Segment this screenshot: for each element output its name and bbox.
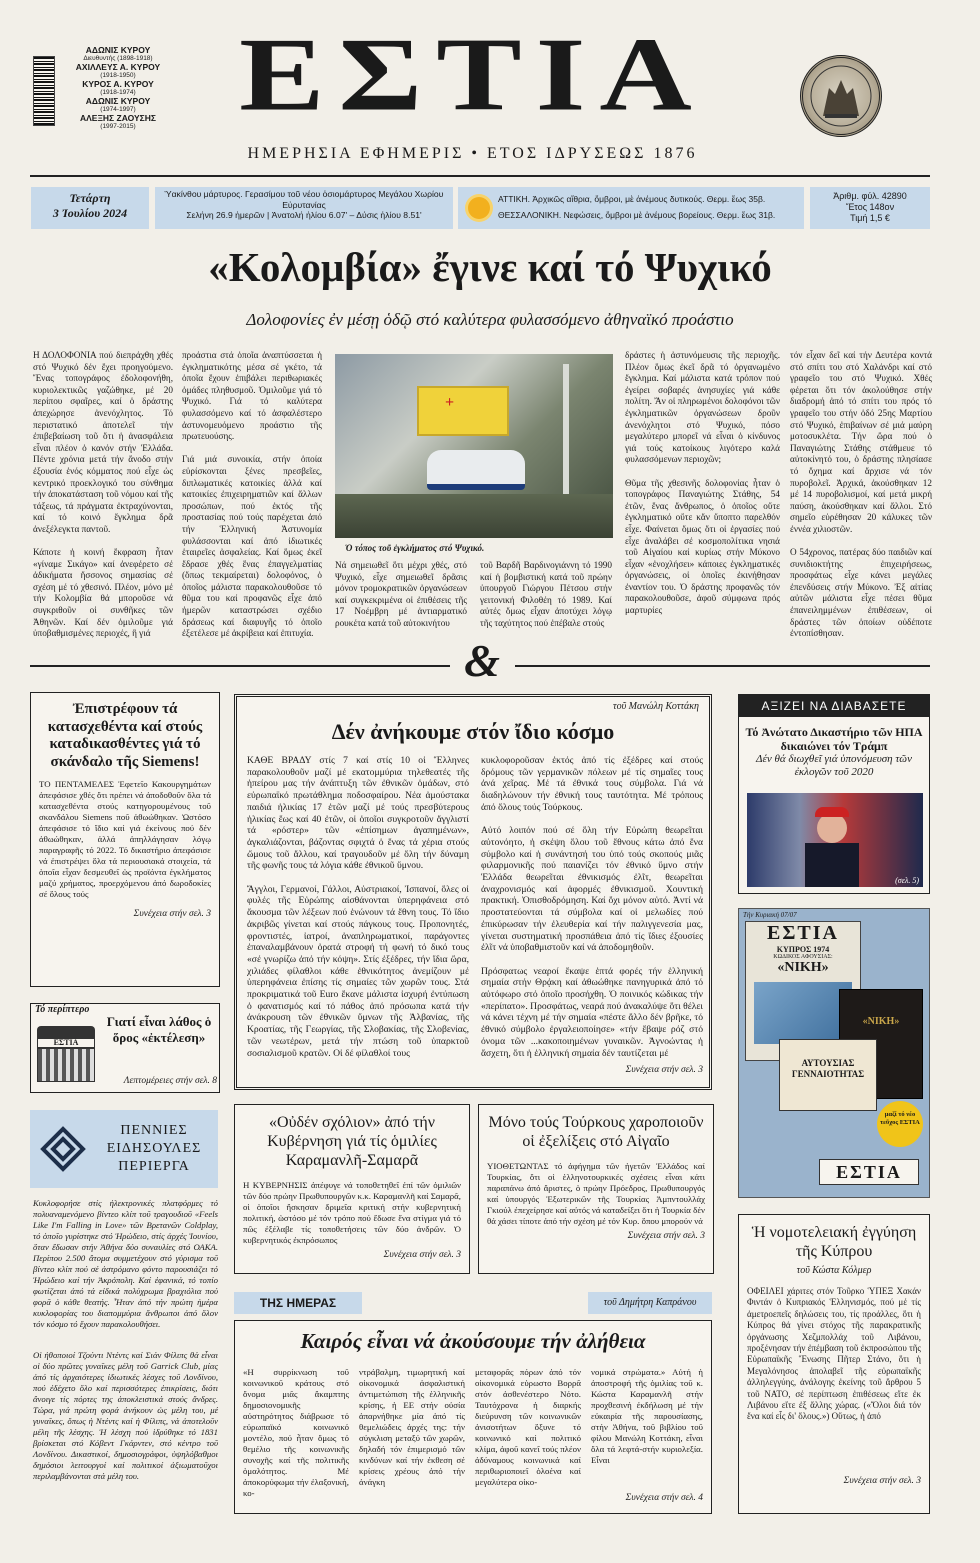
- siemens-body: ΤΟ ΠΕΝΤΑΜΕΛΕΣ Ἐφετεῖο Κακουργημάτων ἀπεφάσισε χθές ὅτι πρέπει νά ἀποδοθοῦν ὅλα τά κατασχεθέντα στούς κατηγορουμένους τοῦ σκανδάλου Siemens ποῦ ἀθωώθηκαν. Ὡστόσο ἀπεφάσισε τό ἴδιο καί γιά ἐκείνους πού δέν ἀθωώθηκαν, ἀλλά ἀπηλλάγησαν λόγῳ παραγραφῆς τό 2022. Τό δικαστήριο ἀπεφάσισε νά ἐπιστρέψει ὅλα τά περιουσιακά στοιχεία, τά ὁποῖα εἶχαν δεσμευθεῖ ὡς προϊόντα ἐγκλήματος μαζύ χρήματος, προερχόμενου ἀπό δωροδοκίες σέ ὅλους τούς: [39, 779, 211, 899]
- director-entry: ΑΧΙΛΛΕΥΣ Α. ΚΥΡΟΥ (1918-1950): [75, 62, 161, 79]
- siemens-headline: Ἐπιστρέφουν τά κατασχεθέντα καί στούς καταδικασθέντες γιά τό σκάνδαλο τῆς Siemens!: [47, 701, 203, 770]
- lead-column-5: δράστες ἡ ἀστυνόμευσις τῆς περιοχῆς. Πλέον ὅμως ἐκεῖ δρᾶ τό ὀργανωμένο ἔγκλημα. Καί μάλιστα κατά τρόπον πού ἐγείρει σοβαρές ἀνησυχίες γιά κάθε πολίτη. Ἄν οἱ πληρωμένοι δολοφόνοι τῶν ἐγκληματικῶν ὀργανώσεων δροῦν ἀνενόχλητοι στό Ψυχικό, πόσο μεγαλύτερο μπορεῖ νά εἶναι ὁ κίνδυνος γιά τούς κατοίκους λιγότερο καλά φυλασσόμενων περιοχῶν; Θῦμα τῆς χθεσινῆς δολοφονίας ἦταν ὁ τοπογράφος Παναγιώτης Στάθης, 54 ἐτῶν, ἕνας ἄνθρωπος, ὁ ὁποῖος οὔτε ἐγκληματικό οὔτε κἄν ὕποπτο παρελθόν εἶχε. Φαίνεται ὅμως ὅτι οἱ ἐργασίες πού εἶχε ἀναλάβει σέ κοσμοπολίτικα νησιά τοῦ Αἰγαίου καί κυρίως στήν Μύκονο εἶχαν «ἐνοχλήσει» κάποιες ἐγκληματικές ὀργανώσεις, οἱ ὁποῖες ἐκινήθησαν ἐναντίον του. Ὁ δράστης προφανῶς τόν παρακολουθοῦσε, ἀφοῦ σύμφωνα πρός μαρτυρίες: [625, 350, 780, 616]
- promo-book-light: ΑΥΤΟΥΣΙΑΣ ΓΕΝΝΑΙΟΤΗΤΑΣ: [779, 1039, 877, 1111]
- photo-page-ref: (σελ. 5): [895, 876, 919, 885]
- feature-continue: Συνέχεια στήν σελ. 3: [625, 1065, 703, 1075]
- feature-column-1: ΚΑΘΕ ΒΡΑΔΥ στίς 7 καί στίς 10 οἱ Ἕλληνες παρακολουθοῦν μαζί μέ εκατομμύρια τηλεθεατές τῆς ἠπείρου μας τήν ἀνάπτυξη τῶν ἐθνικῶν ὁμάδων, στό εὐρωπαϊκό πρωτάθλημα ποδοσφαίρου. Νέα ἀμούστακα παιδιά ἡλικίας 17 ἐτῶν μαζί μέ τούς πρεσβύτερους ἡλικίας ἕως καί 40 ἐτῶν, οἱ ὁποῖοι συγκροτοῦν ἄγγλιστί τά «ρόστερ» τῶν «ἐπίσημων ἀγαπημένων», ἀγκαλιάζονται, βάζοντας σφιχτά ὁ ἕνας τά χέρια στούς ὤμους τοῦ ἄλλου, καί τραγουδοῦν μέ ὅλη τήν δύναμη τῆς φωνῆς τους τά λόγια κάθε ἐθνικοῦ ὕμνου. Ἄγγλοι, Γερμανοί, Γάλλοι, Αὐστριακοί, Ἰσπανοί, ὅλες οἱ φυλές τῆς Εὐρώπης αἰσθάνονται ὑπερηφάνεια στό ἄκουσμα τῶν λέξεων πού ἑνώνουν τά ἔθνη τους. Τό ἴδιο ἀκριβῶς γίνεται καί στούς πάγκους τους. Προπονητές, φροντιστές, ἰατροί, ἀναπληρωματικοί, παράγοντες ἐπαναλαμβάνουν ὀρατά στροφή τή φωνή τό δικό τους «σέ γνωρίζω ἀπό τήν κόψη». Στίς ἐξέδρες, τήν ἴδια ὥρα, χιλιάδες φίλαθλοι κάθε ἐθνικότητος ἀνεμίζουν μέ ὑπερηφάνεια ἐπίσης τίς σημαίες τῶν χωρῶν τους. Στά προκριματικά τοῦ Euro ἔκανε μάλιστα ἰσχυρή ἐντύπωση ὁ φανατισμός καί τό πάθος ἀπό πρόσωπα κατά τήν ἀνάκρουση τῶν ἐθνικῶν ὕμνων τῆς Ἀλβανίας, τῆς Κροατίας, τῆς Γεωργίας, τῆς Σλοβακίας, τῆς Σλοβενίας, τῶν νεωτέρων, μετά τήν πτώση τοῦ ὑπαρκτοῦ σοσιαλισμοῦ κρατῶν. Οἱ δέ φίλαθλοί τους: [247, 755, 469, 1059]
- must-read-box: [738, 694, 930, 894]
- knot-icon: [38, 1124, 88, 1174]
- day-column-4: νομικά στρώματα.» Αὐτή ἡ ἀποστροφή τῆς ὁμιλίας τοῦ κ. Κώστα Καραμανλῆ στήν προχθεσινή ἐκδήλωση μέ τήν εὐκαιρία τῆς παρουσίασης, στήν Ἀθήνα, τοῦ βιβλίου τοῦ φίλου Μανώλη Κοττάκη, εἶναι ὅλα τά λεφτά-στήν κυριολεξία. Εἶναι: [591, 1367, 703, 1465]
- government-headline: «Οὐδέν σχόλιον» ἀπό τήν Κυβέρνηση γιά τίς ὁμιλίες Καραμανλῆ-Σαμαρᾶ: [267, 1114, 437, 1169]
- day-section-byline: τοῦ Δημήτρη Καπράνου: [588, 1292, 712, 1314]
- gossip-title: ΠΕΝΝΙΕΣ ΕΙΔΗΣΟΥΛΕΣ ΠΕΡΙΕΡΓΑ: [106, 1123, 202, 1174]
- day-column-2: ντράβαλμη, τιμωρητική καί οἰκονομικά ἀσφαλιστική ἀντιμετώπιση τῆς ἑλληνικῆς κρίσης, ἡ ΕΕ στήν οὐσία ἀπαρνήθηκε μία ἀπό τίς θεμελιώδεις ἀρχές της: τήν σύγκλιση μεταξύ τῶν χωρῶν, δηλαδή τόν ἐπιμερισμό τῶν κινδύνων καί τήν ἐκθεση σέ κρίσεις χρέους ἀπό τήν ἀνάγκη: [359, 1367, 465, 1487]
- cyprus-body: ΟΦΕΙΛΕΙ χάριτες στόν Τοῦρκο ὙΠΕΞ Χακάν Φιντάν ὁ Κυπριακός Ἑλληνισμός, πού μέ τίς ἀμετροεπεῖς δηλώσεις του, τίς προάλλες, ὅτι ἡ Κύπρος θά γίνει στόχος τῆς παρακρατικῆς ὀργάνωσης Χεζμπολλάχ τοῦ Λιβάνου, προξένησαν τήν ἐπέμβαση τοῦ ἐκπροσώπου τῆς Εὐρωπαϊκῆς Ἕνωσης Πῆτερ Στάνο, ὅτι ἡ Μεγαλόνησος ἀπολαβεῖ τῆς εὐρωπαϊκῆς ἀλληλεγγύης, ἀνάλογης ἐκείνης τοῦ ἄρθρου 5 τοῦ ΝΑΤΟ, σέ περίπτωση ἐπιθέσεως εἴτε ἐκ Λιβάνου εἴτε ἐξ ἄλλης χώρας. («Ὅλοι διά τόν ἕνα καί εἷς δι' ὅλους.») Οὕτως, ἡ ἀπό: [747, 1286, 921, 1422]
- aegean-body: ΥΙΟΘΕΤΩΝΤΑΣ τό ἀφήγημα τῶν ἡγετῶν Ἑλλάδος καί Τουρκίας, ὅτι οἱ ἑλληνοτουρκικές σχέσεις εἶναι κάτι παραπάνω ἀπό ἄριστες, ὁ πρώην Πρόεδρος, Πρωθυπουργός καί ὑπουργός Ἐξωτερικῶν τῆς Τουρκίας Ἀμπντουλλάχ Γκιούλ ἐπεχείρησε καί αὐτός νά καταδείξει ὅτι ἡ Τουρκία δέν θά χάσει τίποτε ἀπό τήν σχέση μέ τόν Κυρ. ὅπου μπορούν νά: [487, 1161, 705, 1226]
- promo-footer-logo: ΕΣΤΙΑ: [819, 1159, 919, 1185]
- kiosk-icon: ΕΣΤΙΑ: [37, 1026, 95, 1088]
- director-entry: ΑΛΕΞΗΣ ΖΑΟΥΣΗΣ (1997-2015): [79, 113, 157, 130]
- aegean-headline: Μόνο τούς Τούρκους χαροποιοῦν οἱ ἐξελίξεις στό Αἰγαῖο: [488, 1114, 704, 1150]
- police-car-image: [427, 450, 525, 490]
- feature-box: [234, 694, 712, 1090]
- must-read-headline: Τό Ἀνώτατο Δικαστήριο τῶν ΗΠΑ δικαιώνει τόν Τράμπ: [745, 725, 923, 753]
- promo-cover: ΕΣΤΙΑ ΚΥΠΡΟΣ 1974 ΚΩΔΙΚΟΣ ΑΦΟΥΣΙΑΣ: «ΝΙΚΗ»: [745, 921, 861, 1061]
- ambulance-image: [417, 386, 509, 436]
- lead-column-1: Η ΔΟΛΟΦΟΝΙΑ πού διεπράχθη χθές στό Ψυχικό δέν ἔχει προηγούμενο. Ἕνας τοπογράφος ἐδολοφονήθη, κυριολεκτικῶς γαζώθηκε, μέ 20 περίπου σφαῖρες, καί ὁ δράστης ἀπεχώρησε ἀνενόχλητος. Τό περιστατικό ἀποτελεῖ τήν ἐπιβεβαίωση τοῦ ὅτι ἡ ἀνασφάλεια εἶναι πλέον ὁ κανόν στήν Ἑλλάδα. Πέντε χρόνια μετά τήν ἄνοδο στήν ἐξουσία ἑνός κόμματος πού εἶχε ὡς κεντρικό προεκλογικό του σύνθημα τήν ἀποκατάσταση τοῦ νόμου καί τῆς τάξεως, τά πράγματα ἐκτραχύνονται, καί τό κοινό ἔγκλημα δρᾶ ἀνεξέλεγκτα παντοῦ. Κάποτε ἡ κοινή ἔκφραση ἦταν «γίναμε Σικάγο» καί ἀνεφέρετο σέ ἀδικήματα ἥσσονος σημασίας σέ σχέση μέ τό χθεσινό. Πλέον, μόνο μέ τήν Κολομβία θά μποροῦσε νά συγκριθοῦν οἱ συνθῆκες τῶν Ἀθηνῶν. Καί δέν ὁμιλοῦμε γιά ὑποβαθμισμένες περιοχές, ἢ γιά: [33, 350, 173, 639]
- cyprus-byline: τοῦ Κώστα Κόλμερ: [796, 1265, 872, 1276]
- must-read-subhead: Δέν θά διωχθεῖ γιά ὑπονόμευση τῶν ἐκλογῶν τοῦ 2020: [756, 753, 912, 778]
- government-box: [234, 1104, 470, 1274]
- day-section-box: [234, 1320, 712, 1514]
- promo-date: Τήν Κυριακή 07/07: [743, 911, 797, 919]
- saints-box: Ὑακίνθου μάρτυρος. Γερασίμου τοῦ νέου ὁσιομάρτυρος Μεγάλου Χωρίου Εὐρυτανίας Σελήνη 26.9 ἡμερῶν | Ἀνατολή ἡλίου 6.07' – Δύσις ἡλίου 8.51': [155, 187, 453, 229]
- government-continue: Συνέχεια στήν σελ. 3: [383, 1250, 461, 1260]
- day-section-headline: Καιρός εἶναι νά ἀκούσουμε τήν ἀλήθεια: [300, 1329, 646, 1353]
- section-divider-right: [515, 665, 930, 667]
- day-section-label: ΤΗΣ ΗΜΕΡΑΣ: [234, 1292, 362, 1314]
- siemens-box: [30, 692, 220, 987]
- masthead-title: ΕΣΤΙΑ: [239, 16, 706, 133]
- aegean-box: [478, 1104, 714, 1274]
- lead-column-6: τόν εἶχαν δεῖ καί τήν Δευτέρα κοντά στό σπίτι του στό Χαλάνδρι καί στό γραφεῖο του στό Ψυχικό. Χθές φέρεται ὅτι τόν ἀκολούθησε στήν διαδρομή ἀπό τό σπίτι του πρός τό γραφεῖο του στήν ὁδό 25ης Μαρτίου στό Ψυχικό, ἐπιβαίνων σέ μιά μαύρη μοτοσυκλέτα. Τήν ὥρα πού ὁ Παναγιώτης Στάθης στάθμευε τό αὐτοκίνητό του, ὁ δράστης πλησίασε τό ὄχημα καί ἄρχισε νά τόν πυροβολεῖ. Ἀρχικά, ἀκούσθηκαν 12 μέ 14 πυροβολισμοί, καί μετά μικρή παύση, ἀκούσθηκαν καί ἄλλοι. Στό σημεῖο εὑρέθησαν 20 κάλυκες τῶν ἐννέα χιλιοστῶν. Ο 54χρονος, πατέρας δύο παιδιῶν καί συνιδιοκτήτης ἐπιχειρήσεως, προσφάτως εἶχε κάνει μεγάλες ἐπενδύσεις στήν Μύκονο. Ἐξ αἰτίας αὐτῶν μάλιστα εἶχε πέσει θῦμα ἐπανειλημμένων ἐπιθέσεων, οἱ δράστες τῶν ὁποίων οὐδέποτε ἐντοπίσθησαν.: [790, 350, 932, 639]
- day-column-3: μεταφορᾶς πόρων ἀπό τόν οἰκονομικά εὐρωστο Βορρᾶ στόν ἀσθενέστερο Νότο. Ταυτόχρονα ἡ διαρκής διεύρυνση τῶν κοινωνικῶν ἀνισοτήτων ὅξυνε τό κοινωνικό καί πολιτικό κλίμα, ἀφοῦ κανεῖ τούς πλέον ἀδύναμους κοινωνικά καί περιθωριοποιεῖ ὁλοένα καί μεγαλύτερα οἰκο-: [475, 1367, 581, 1487]
- cyprus-continue: Συνέχεια στήν σελ. 3: [843, 1476, 921, 1486]
- promo-badge: μαζί τό νέο τεῦχος ΕΣΤΙΑ: [877, 1101, 923, 1147]
- kiosk-headline: Γιατί εἶναι λάθος ὁ ὅρος «ἐκτέλεση»: [106, 1014, 212, 1045]
- feature-column-2: κυκλοφοροῦσαν ἐκτός ἀπό τίς ἐξέδρες καί στούς δρόμους τῶν γερμανικῶν πόλεων μέ τίς σημαῖες τους ἀνά χεῖρας. Μέ τά ἐθνικά τους σύμβολα. Γιά νά διαδηλώνουν τήν ἐθνική τους ταυτότητα. Μέ τρόπους ἀπό ὅλους τούς Τούρκους. Αὐτό λοιπόν πού σέ ὅλη τήν Εὐρώπη θεωρεῖται αὐτονόητο, ἡ σκέψη ὅλου τοῦ ἔθνους κάτω ἀπό ἕνα σύμβολο καί ἡ συνάντησή του ὑπό τούς σκοπούς μιᾶς φιλαρμονικῆς πού παιανίζει τόν ἐθνικό ὕμνο στήν Ἑλλάδα θεωρεῖται ἐθνικισμός ἐλῖτ, θεωρεῖται ἀναχρονισμός καί ἀφορμές ἐθνικισμοῦ. Χουντική πρακτική. Ὀπισθοδρόμηση. Καί ὄχι μόνον αὐτό. Ἀντί νά προστατεύονται τά σύμβολα καί οἱ μελωδίες πού ἐπικύρωσαν τήν ἐλευθερία καί τήν παλιγγενεσία μας, γίνεται συστηματική προσπάθεια ἀπό τίς ἴδιες ἐξουσίες ἐλῖτ νά ὑποβαθμιστοῦν καί νά ἀποδομηθοῦν. Πρόσφατως νεαροί ἔκαψε ἑπτά φορές τήν ἑλληνική σημαία στήν Θρᾴκη καί ἀθωώθηκε πανηγυρικά ἀπό τό αὐτόφωρο στό ὁποῖο προσήχθη. Ὁ ποινικός κώδικας τήν «περίπατο». Προσφάτως, νεαρά πού ἀνακαλύψε ὅτι θέλει νά κάνει τέχνη μέ τήν σημαία «πέστε ἄλλο δέν βρῆκε, τό ἐθνικό σύμβολο ἐργαλειοποίησε» «τήν ἔβαψε ρόζ στό όνομα τῶν ...κακοποιημένων γυναικῶν. Ἀγνοώντας ἡ ἄσχετη, ὅτι ἡ ἑλληνική σημαία δέν ταυτίζεται μέ: [481, 755, 703, 1059]
- day-section-bar: [234, 1292, 712, 1314]
- section-divider-left: [30, 665, 450, 667]
- kiosk-continue: Λεπτομέρειες στήν σελ. 8: [123, 1076, 217, 1086]
- kiosk-label: Τό περίπτερο: [35, 1004, 90, 1015]
- day-column-1: «Η συρρίκνωση τοῦ κοινωνικοῦ κράτους στό ὄνομα μιᾶς ἄκαμπτης δημοσιονομικῆς αὐστηρότητος διάβρωσε τό εὐρωπαϊκό κοινωνικό μοντέλο, πού ἦταν ὅμως τό θεμέλιο τῆς κοινωνικῆς συνοχῆς καί τῆς πολιτικῆς ὁμαλότητος. Μέ ἀποκορύφωμα τήν ἐλαξονική, κο-: [243, 1367, 349, 1498]
- cyprus-headline: Ἡ νομοτελειακή ἐγγύηση τῆς Κύπρου: [751, 1224, 917, 1260]
- weather-box: ΑΤΤΙΚΗ. Ἀρχικῶς αἴθρια, ὄμβροι, μὲ ἀνέμους δυτικούς. Θερμ. ἕως 35β. ΘΕΣΣΑΛΟΝΙΚΗ. Νεφώσεις, ὄμβροι μὲ ἀνέμους βορείους. Θερμ. ἕως 31β.: [458, 187, 804, 229]
- day-continue: Συνέχεια στήν σελ. 4: [625, 1493, 703, 1503]
- masthead-divider: [30, 175, 930, 177]
- must-read-label: ΑΞΙΖΕΙ ΝΑ ΔΙΑΒΑΣΕΤΕ: [739, 695, 929, 717]
- kiosk-box: [30, 1003, 220, 1093]
- crime-scene-photo: +: [335, 354, 613, 538]
- director-entry: ΑΔΩΝΙΣ ΚΥΡΟΥ Διευθυντής (1898-1918): [83, 45, 153, 62]
- aegean-continue: Συνέχεια στήν σελ. 3: [627, 1231, 705, 1241]
- gossip-item-1: Κυκλοφορήσε στίς ἠλεκτρονικές πλατφόρμες τό πολυαναμενόμενο βίντεο κλίπ τοῦ τραγουδιοῦ «Feels Like I'm Falling in Love» τῶν Βρετανῶν Coldplay, τό ὁποῖο γυρίστηκε στό Ἡρώδειο, στίς ἀρχές Ἰουνίου, ὅταν ἔδωσαν στήν Ἀθήνα δύο συναυλίες στό ΟΑΚΑ. Περίπου 2.500 ἄτομα συμμετέχουν στό γύρισμα τοῦ βίντεο κλίπ πού σέ ἀστρόμανο φόντο παρουσιάζει τό Ἡρώδειο καί τήν Ἀκρόπολη. Καί ἐφανικά, τό τοπίο φωτίζεται ἀπό τά εἰδικά πολύχρωμα βραχιόλια πού φορᾶ ὁ κάθε θεατής. Ἦταν ἀπό τήν πρώτη ἡμέρα κυκλοφορίας του διαπομμύρια ἄνθρωποι ἀπό ὅλον τόν κόσμο τό ἔχουν παρακολουθήσει.: [33, 1198, 218, 1329]
- cyprus-box: [738, 1214, 930, 1514]
- lead-column-2: προάστια στά ὁποῖα ἀναπτύσσεται ἡ ἐγκληματικότης μέσα σέ γκέτο, τά ὁποῖα ἔχουν ἐπιβάλει περιθωριακές ὁμάδες πληθυσμοῦ. Ὁμιλοῦμε γιά τό Ψυχικό. Γιά τό καλύτερα φυλασσόμενο καί τό ἀσφαλέστερο ἀστυνομευόμενο προάστιο τῆς πρωτευούσης. Γιά μιά συνοικία, στήν ὁποία εὑρίσκονται ξένες πρεσβεῖες, διπλωματικές κατοικίες ἀλλά καί κατοικίες ἐπιχειρηματιῶν καί ἄλλων προσώπων, πού ἐκτός τῆς προστασίας πού τούς παρέχεται ἀπό τήν Ἑλληνική Ἀστυνομία φυλάσσονται καί ἀπό ἰδιωτικές ἑταιρεῖες ἀσφαλείας. Καί ὅμως ἐκεῖ ἔδρασε χθές ἕνας ἐπαγγελματίας (ὅπως τεκμαίρεται) δολοφόνος, ὁ ὁποῖος μάλιστα παρακολουθοῦσε τό θῦμα του καί προφανῶς εἶχε ἀπό ἡμερῶν καταστρώσει σχέδιο δράσεως καί διαφυγῆς τό ὁποῖο ἐξετέλεσε μέ ἀκρίβεια καί ἐπιτυχία.: [182, 350, 322, 639]
- promo-book-dark: «ΝΙΚΗ»: [839, 989, 923, 1099]
- ampersand-ornament: &: [464, 635, 500, 686]
- directors-list: [58, 46, 178, 131]
- masthead-subtitle: ΗΜΕΡΗΣΙΑ ΕΦΗΜΕΡΙΣ • ΕΤΟΣ ΙΔΡΥΣΕΩΣ 1876: [247, 145, 698, 162]
- government-body: Η ΚΥΒΕΡΝΗΣΙΣ ἀπέφυγε νά τοποθετηθεῖ ἐπί τῶν ὁμιλιῶν τῶν δύο πρώην Πρωθυπουργῶν κ.κ. Καραμανλῆ καί Σαμαρᾶ, οἱ ὁποῖοι ἤσκησαν δριμεῖα κριτική στήν κυβερνητική πολιτική, ὡστόσο μέ τόν τρόπο πού ἔδωσε ἕνα στίγμα γιά τό πῶς ἐξέλαβε τίς τοποθετήσεις τῶν δύο ἀνδρῶν. Ὁ κυβερνητικός ἐκπρόσωπος: [243, 1180, 461, 1245]
- lead-column-3: Νά σημειωθεῖ ὅτι μέχρι χθές, στό Ψυχικό, εἶχε σημειωθεῖ δρᾶσις μόνον τρομοκρατικῶν ὀργανώσεων καί συγκεκριμένα οἱ ἐπιθέσεις τῆς 17 Νοέμβρη μέ ἀντιαρματικό ρουκέτα κατά τοῦ αὐτοκινήτου: [335, 560, 467, 628]
- seal-emblem: [800, 55, 882, 137]
- gossip-header: [30, 1110, 218, 1188]
- photo-caption: Ὁ τόπος τοῦ ἐγκλήματος στό Ψυχικό.: [345, 543, 485, 553]
- siemens-continue: Συνέχεια στήν σελ. 3: [133, 909, 211, 919]
- sun-icon: [468, 197, 490, 219]
- date-box: Τετάρτη 3 Ἰουλίου 2024: [31, 187, 149, 229]
- promo-box: [738, 908, 930, 1198]
- lead-column-4: τοῦ Βαρδῆ Βαρδινογιάννη τό 1990 καί ἡ βομβιστική κατά τοῦ πρώην ὑπουργοῦ Γιώργου Πέτσου στήν γειτονική Φιλοθέη τό 1989. Καί αὐτές ὅμως εἶχαν ἀποτύχει λόγῳ τῆς ταχύτητος πού ἐπέβαλε στούς: [480, 560, 612, 628]
- lead-subhead: Δολοφονίες ἐν μέσῃ ὁδῷ στό καλύτερα φυλασσόμενο ἀθηναϊκό προάστιο: [246, 310, 734, 329]
- trump-photo: [747, 793, 923, 887]
- feature-byline: τοῦ Μανώλη Κοττάκη: [612, 701, 699, 712]
- barcode: [33, 56, 55, 126]
- director-entry: ΚΥΡΟΣ Α. ΚΥΡΟΥ (1918-1974): [82, 79, 154, 96]
- lead-headline: «Κολομβία» ἔγινε καί τό Ψυχικό: [208, 244, 772, 290]
- issue-box: Ἀριθμ. φύλ. 42890 Ἔτος 148ον Τιμή 1,5 €: [810, 187, 930, 229]
- director-entry: ΑΔΩΝΙΣ ΚΥΡΟΥ (1974-1997): [85, 96, 151, 113]
- feature-headline: Δέν ἀνήκουμε στόν ἴδιο κόσμο: [331, 719, 615, 744]
- gossip-item-2: Οἱ ἠθοποιοί Τζούντι Ντέντς καί Σιάν Φίλιπς θά εἶναι οἱ δύο πρῶτες γυναῖκες μέλη τοῦ Garrick Club, μίας ἀπό τίς ἀρχαιότερες ἰδιωτικές λέσχες τοῦ Λονδίνου, πού ἐδέχετο ὅλο καί περισσότερες ἐπικρίσεις, διότι ἄνοιγε τίς πόρτες της ἀποκλειστικά στούς ἄνδρες. Τώρα, γιά πρώτη φορά ἀνήκουν ὡς μέλη του, μέ γυναῖκες, ὅπως ἡ Ντέντς καί ἡ Φίλιπς, νά ἀποτελοῦν μέλη τῆς λέσχης. Ἡ λέσχη πού ἱδρύθηκε τό 1831 βρίσκεται στό Κόβεντ Γκάρντεν, στό κέντρο τοῦ Λονδίνου. Δικαστικοί, δημοσιογράφοι, ὑψηλόβαθμοι δημόσιοι λειτουργοί καί πολιτικοί ἀξιωματοῦχοι περιλαμβάνονται στά μέλη του.: [33, 1350, 218, 1481]
